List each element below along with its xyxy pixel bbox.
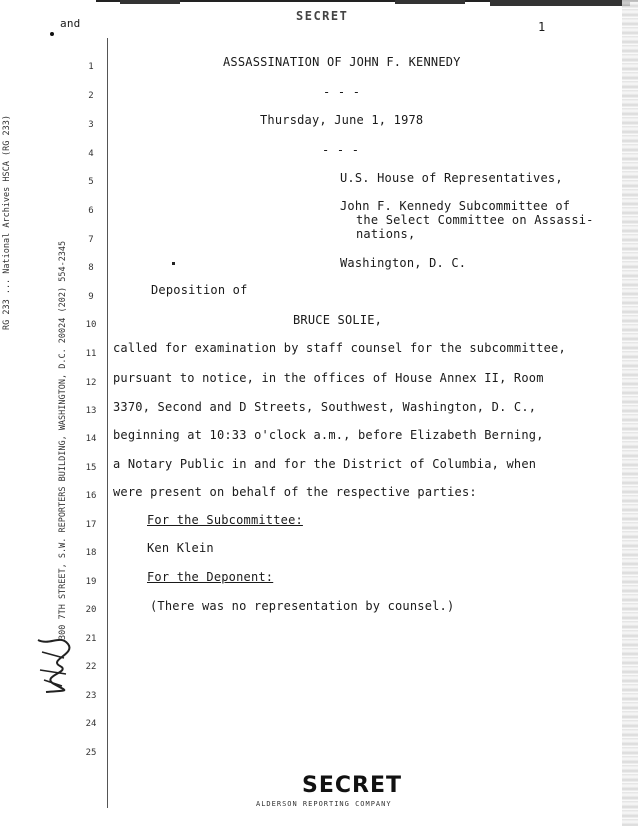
stray-mark (172, 262, 175, 265)
line-number: 9 (88, 292, 94, 302)
page-number: 1 (538, 20, 546, 34)
line-number: 8 (88, 263, 94, 273)
subcommittee-line: nations, (356, 227, 416, 241)
separator: - - - (323, 85, 361, 99)
line-number: 19 (85, 577, 97, 587)
body-line: beginning at 10:33 o'clock a.m., before Elizabeth Berning, (113, 428, 544, 442)
line-number: 15 (85, 463, 97, 473)
line-number: 18 (85, 548, 97, 558)
line-number: 22 (85, 662, 97, 672)
line-number: 23 (85, 691, 97, 701)
city-line: Washington, D. C. (340, 256, 467, 270)
counsel-note: (There was no representation by counsel.) (150, 599, 455, 613)
section-heading: For the Deponent: (147, 570, 274, 584)
punch-dot (50, 32, 54, 36)
body-line: a Notary Public in and for the District of Columbia, when (113, 457, 537, 471)
section-heading: For the Subcommittee: (147, 513, 303, 527)
line-number: 1 (88, 62, 94, 72)
line-number: 14 (85, 434, 97, 444)
subcommittee-line: the Select Committee on Assassi- (356, 213, 594, 227)
signature-scribble (30, 632, 76, 696)
left-margin (0, 0, 81, 826)
line-number: 21 (85, 634, 97, 644)
right-edge-noise (622, 0, 638, 826)
line-number: 25 (85, 748, 97, 758)
top-smudge (395, 0, 465, 4)
line-number: 5 (88, 177, 94, 187)
line-number: 11 (85, 349, 97, 359)
document-title: ASSASSINATION OF JOHN F. KENNEDY (223, 55, 461, 69)
line-number: 13 (85, 406, 97, 416)
counsel-name: Ken Klein (147, 541, 214, 555)
line-number: 4 (88, 149, 94, 159)
line-number: 12 (85, 378, 97, 388)
line-number: 2 (88, 91, 94, 101)
top-smudge (490, 0, 630, 6)
line-number: 24 (85, 719, 97, 729)
deponent-name: BRUCE SOLIE, (293, 313, 383, 327)
line-number: 10 (85, 320, 97, 330)
hearing-date: Thursday, June 1, 1978 (260, 113, 424, 127)
line-number: 6 (88, 206, 94, 216)
line-number: 3 (88, 120, 94, 130)
company-footer: ALDERSON REPORTING COMPANY (256, 800, 392, 808)
line-number: 20 (85, 605, 97, 615)
body-line: 3370, Second and D Streets, Southwest, Washington, D. C., (113, 400, 537, 414)
body-line: pursuant to notice, in the offices of House Annex II, Room (113, 371, 544, 385)
subcommittee-line: John F. Kennedy Subcommittee of (340, 199, 571, 213)
stamp-bottom: SECRET (302, 773, 402, 798)
stamp-top: SECRET (296, 9, 349, 23)
line-number: 16 (85, 491, 97, 501)
separator: - - - (322, 143, 360, 157)
body-line: called for examination by staff counsel for the subcommittee, (113, 341, 566, 355)
line-number: 17 (85, 520, 97, 530)
archive-note: RG 233 ... National Archives HSCA (RG 233) (2, 115, 12, 330)
body-line: were present on behalf of the respective parties: (113, 485, 477, 499)
margin-rule (107, 38, 108, 808)
corner-text: and (60, 17, 81, 30)
top-smudge (120, 0, 180, 4)
deposition-of: Deposition of (151, 283, 248, 297)
line-number: 7 (88, 235, 94, 245)
address-text: 300 7TH STREET, S.W. REPORTERS BUILDING, WASHINGTON, D.C. 20024 (202) 554-2345 (58, 240, 68, 640)
house-line: U.S. House of Representatives, (340, 171, 563, 185)
